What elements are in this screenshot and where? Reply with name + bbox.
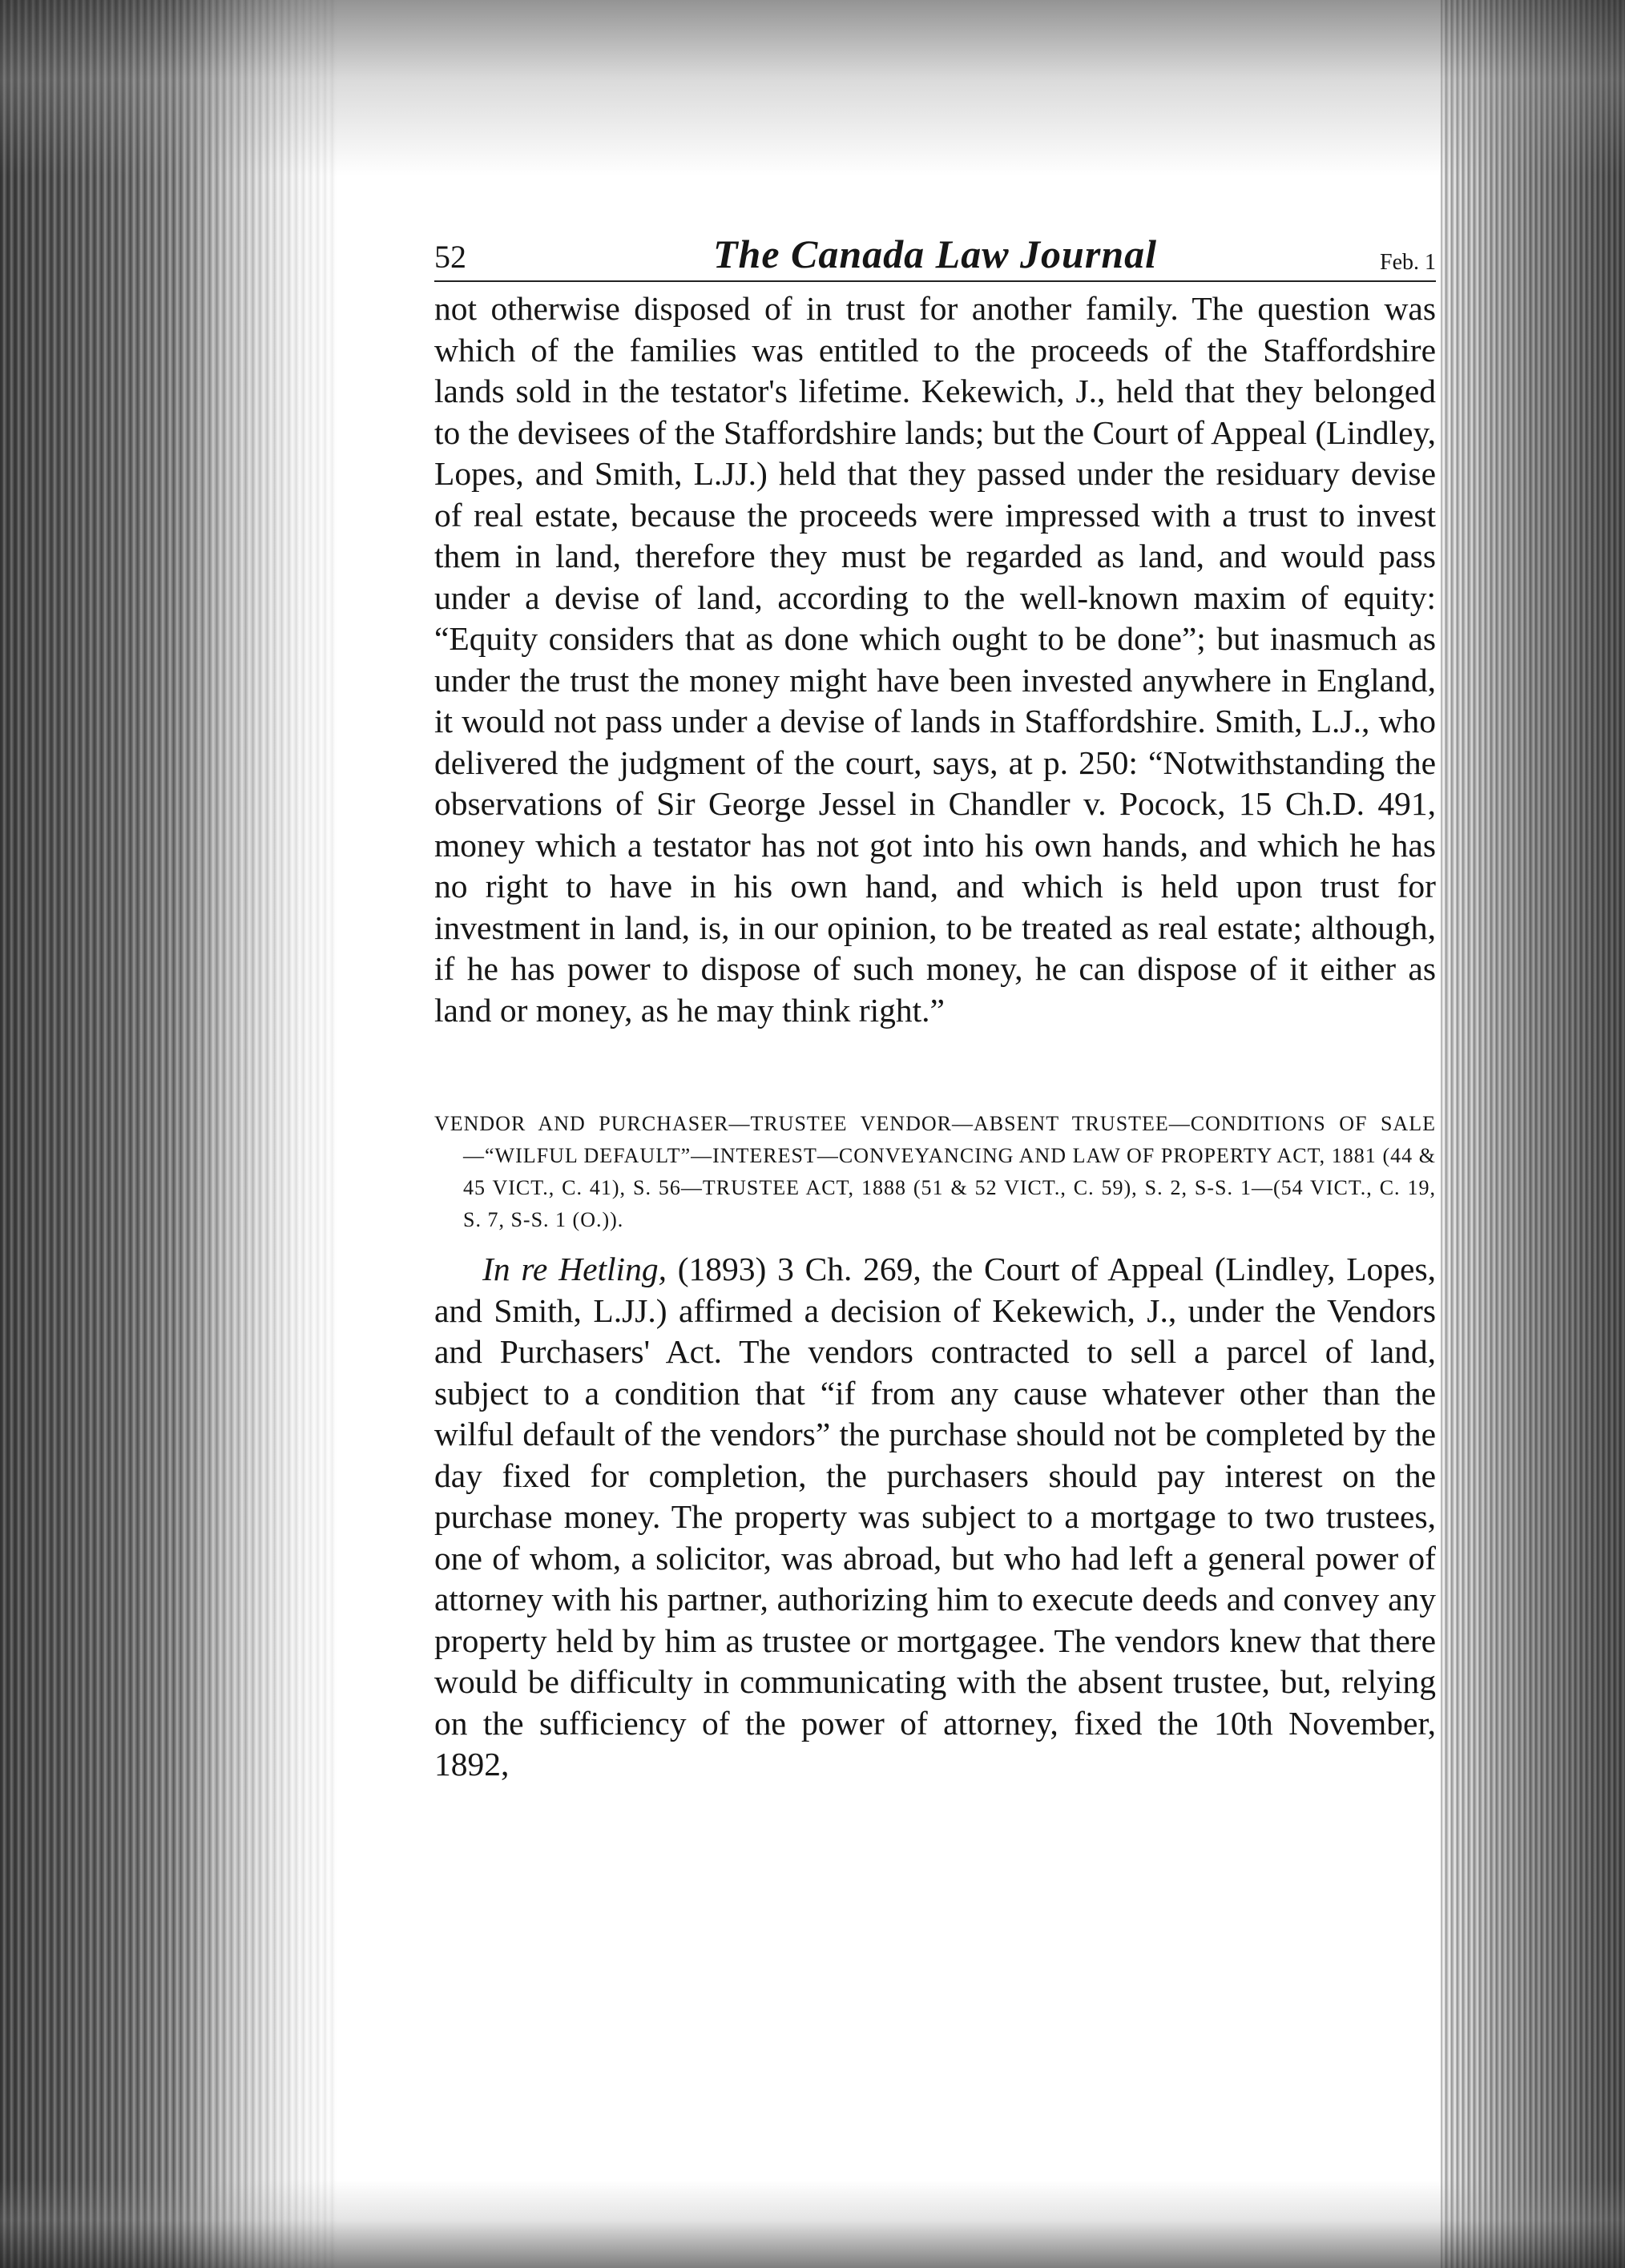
scan-shadow-left-fade	[176, 0, 385, 2268]
scan-shadow-top	[0, 0, 1625, 176]
section-heading: VENDOR AND PURCHASER—TRUSTEE VENDOR—ABSENT TRUSTEE—CONDITIONS OF SALE—“WILFUL DEFAULT”—INTEREST—CONVEYANCING AND LAW OF PROPERTY ACT, 1881 (44 & 45 VICT., C. 41), S. 56—TRUSTEE ACT, 1888 (51 & 52 VICT., C. 59), S. 2, S-S. 1—(54 VICT., C. 19, S. 7, S-S. 1 (O.)).	[434, 1112, 1436, 1231]
case-paragraph-text: (1893) 3 Ch. 269, the Court of Appeal (Lindley, Lopes, and Smith, L.JJ.) affirmed a decision of Kekewich, J., under the Vendors and Purchasers' Act. The vendors contracted to sell a parcel of land, subject to a condition that “if from any cause whatever other than the wilful default of the vendors” the purchase should not be completed by the day fixed for completion, the purchasers should pay interest on the purchase money. The property was subject to a mortgage to two trustees, one of whom, a solicitor, was abroad, but who had left a general power of attorney with his partner, authorizing him to execute deeds and convey any property held by him as trustee or mortgagee. The vendors knew that there would be difficulty in communicating with the absent trustee, but, relying on the sufficiency of the power of attorney, fixed the 10th November, 1892,	[434, 1251, 1436, 1783]
case-name: In re Hetling,	[482, 1251, 667, 1287]
scan-shadow-right	[1441, 0, 1625, 2268]
journal-page	[434, 224, 1436, 1786]
case-paragraph	[434, 1249, 1436, 1786]
journal-title: The Canada Law Journal	[712, 232, 1158, 276]
paragraph-continued: not otherwise disposed of in trust for another family. The question was which of the families was entitled to the proceeds of the Staffordshire lands sold in the testator's lifetime. Kekewich, J., held that they belonged to the devisees of the Staffordshire lands; but the Court of Appeal (Lindley, Lopes, and Smith, L.JJ.) held that they passed under the residuary devise of real estate, because the proceeds were impressed with a trust to invest them in land, therefore they must be regarded as land, and would pass under a devise of land, according to the well-known maxim of equity: “Equity considers that as done which ought to be done”; but inasmuch as under the trust the money might have been invested anywhere in England, it would not pass under a devise of lands in Staffordshire. Smith, L.J., who delivered the judgment of the court, says, at p. 250: “Notwithstanding the observations of Sir George Jessel in Chandler v. Pocock, 15 Ch.D. 491, money which a testator has not got into his own hands, and which he has no right to have in his own hand, and which is held upon trust for investment in land, is, in our opinion, to be treated as real estate; although, if he has power to dispose of such money, he can dispose of it either as land or money, as he may think right.”	[434, 290, 1436, 1029]
page-number: 52	[434, 239, 466, 275]
scan-shadow-bottom	[0, 2180, 1625, 2268]
running-head	[434, 224, 1436, 282]
issue-date: Feb. 1	[1380, 250, 1436, 275]
